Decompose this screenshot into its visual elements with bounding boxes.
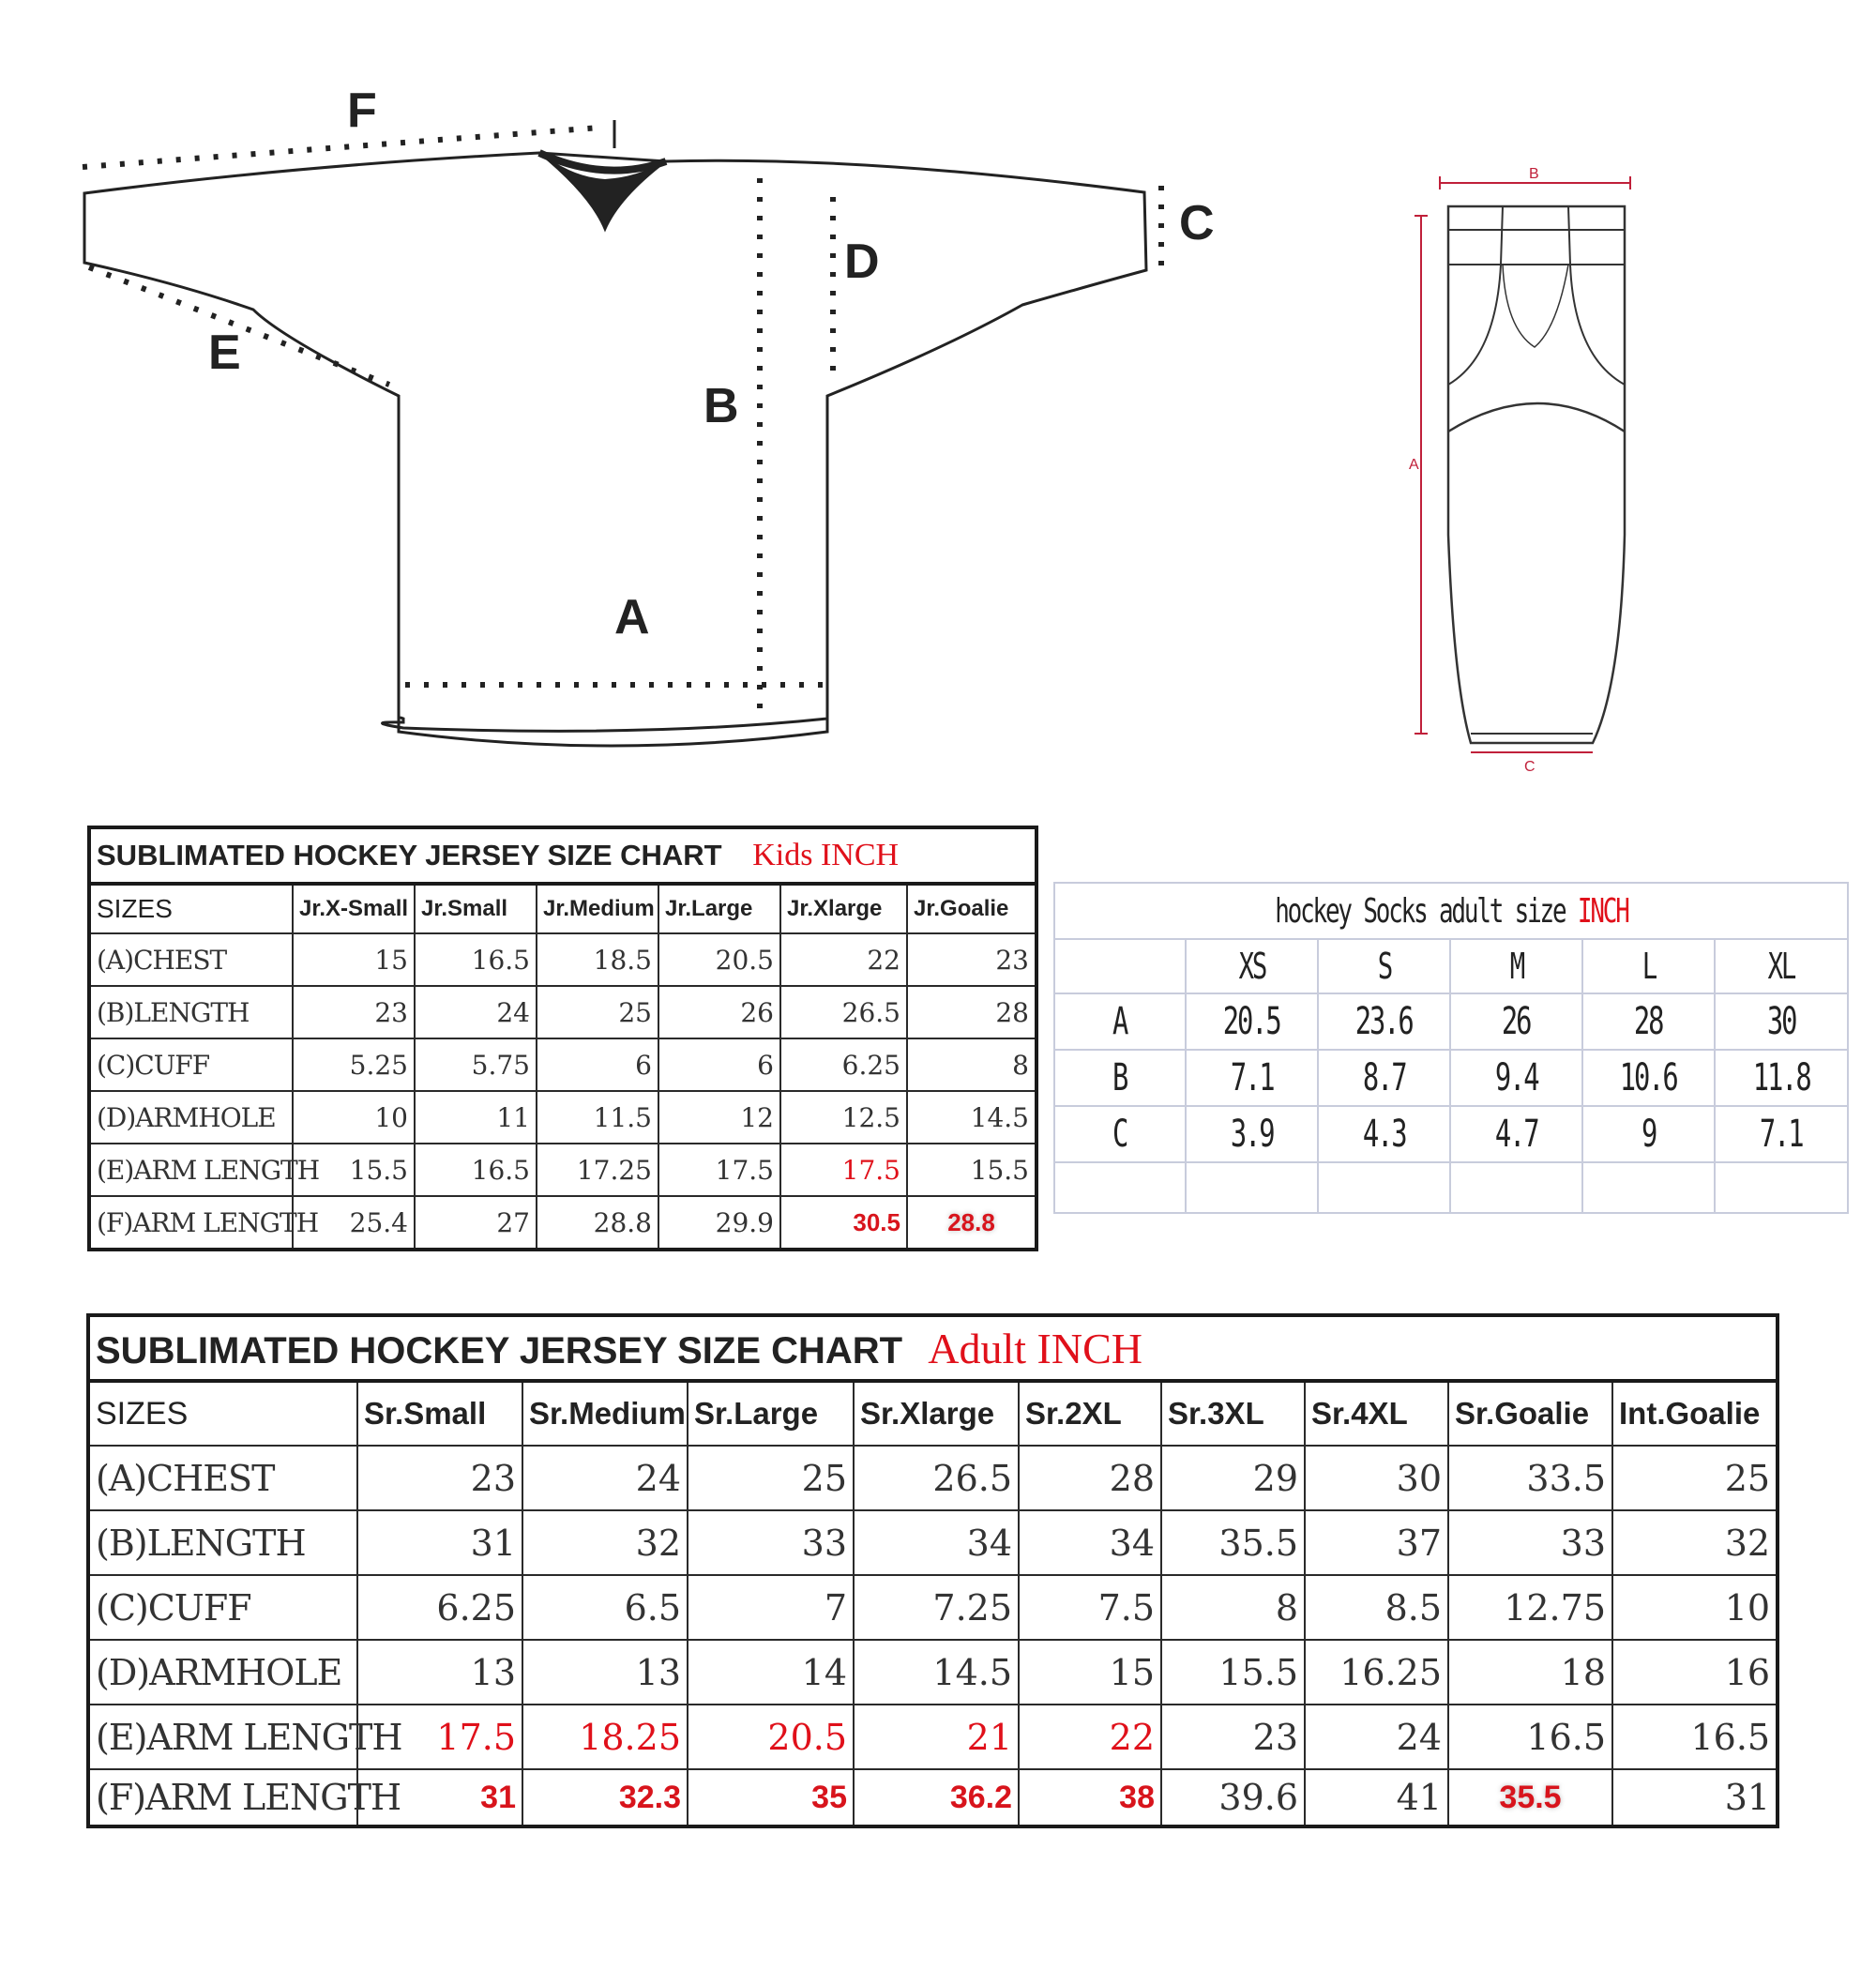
table-row (88, 1769, 1778, 1826)
table-cell: 28 (907, 986, 1036, 1038)
socks-size-chart (1053, 882, 1849, 1214)
table-row (1054, 1106, 1848, 1162)
adult-chart-unit: Adult INCH (928, 1324, 1142, 1372)
table-cell: 8 (907, 1038, 1036, 1091)
kids-sizes-label: SIZES (89, 884, 293, 933)
label-f: F (347, 83, 377, 138)
table-cell-highlight: 21 (854, 1705, 1019, 1769)
table-row (89, 933, 1036, 986)
table-cell: 24 (415, 986, 537, 1038)
table-cell: 7 (688, 1575, 854, 1640)
table-cell: 17.5 (658, 1144, 780, 1196)
kids-chart-title-cell (89, 827, 1036, 884)
row-label: (D)ARMHOLE (88, 1640, 357, 1705)
row-label: (D)ARMHOLE (89, 1091, 293, 1144)
table-cell: 23.6 (1318, 993, 1450, 1050)
table-cell: 13 (522, 1640, 688, 1705)
socks-label-c: C (1524, 759, 1536, 775)
table-cell-highlight: 28.8 (907, 1196, 1036, 1250)
table-row (89, 986, 1036, 1038)
table-cell: 25 (688, 1446, 854, 1510)
adult-size-header: Sr.Medium (522, 1381, 688, 1446)
table-cell-highlight: 32.3 (522, 1769, 688, 1826)
kids-chart-unit: Kids INCH (752, 838, 900, 872)
table-cell: 6 (537, 1038, 658, 1091)
row-label: (B)LENGTH (89, 986, 293, 1038)
table-cell: 7.5 (1019, 1575, 1161, 1640)
table-cell: 7.1 (1715, 1106, 1848, 1162)
socks-corner-cell (1054, 939, 1186, 993)
table-cell: 41 (1305, 1769, 1448, 1826)
table-row (88, 1640, 1778, 1705)
adult-size-header: Sr.Small (357, 1381, 522, 1446)
table-cell: 16.5 (1448, 1705, 1612, 1769)
table-row (89, 1196, 1036, 1250)
table-row (89, 1038, 1036, 1091)
adult-size-header: Sr.Goalie (1448, 1381, 1612, 1446)
row-label: C (1054, 1106, 1186, 1162)
table-cell: 15 (293, 933, 415, 986)
table-cell-highlight: 35.5 (1448, 1769, 1612, 1826)
table-cell-highlight: 20.5 (688, 1705, 854, 1769)
table-cell: 34 (854, 1510, 1019, 1575)
table-cell: 6 (658, 1038, 780, 1091)
table-cell: 24 (522, 1446, 688, 1510)
table-cell: 25 (1612, 1446, 1778, 1510)
table-cell: 26 (1450, 993, 1582, 1050)
row-label: (B)LENGTH (88, 1510, 357, 1575)
row-label: (F)ARM LENGTH (88, 1769, 357, 1826)
table-cell (1450, 1162, 1582, 1213)
table-cell: 37 (1305, 1510, 1448, 1575)
table-cell: 26.5 (854, 1446, 1019, 1510)
table-cell: 16 (1612, 1640, 1778, 1705)
table-cell-highlight: 30.5 (780, 1196, 907, 1250)
table-cell: 15.5 (1161, 1640, 1305, 1705)
socks-size-header: XS (1186, 939, 1318, 993)
table-cell-highlight: 31 (357, 1769, 522, 1826)
table-cell: 13 (357, 1640, 522, 1705)
adult-size-header: Sr.2XL (1019, 1381, 1161, 1446)
socks-title-cell (1054, 883, 1848, 939)
table-row (1054, 1050, 1848, 1106)
table-row (88, 1705, 1778, 1769)
table-cell: 27 (415, 1196, 537, 1250)
table-cell-highlight: 22 (1019, 1705, 1161, 1769)
table-cell: 28 (1019, 1446, 1161, 1510)
kids-size-header: Jr.Small (415, 884, 537, 933)
adult-sizes-label: SIZES (88, 1381, 357, 1446)
adult-chart-title: SUBLIMATED HOCKEY JERSEY SIZE CHART (96, 1329, 903, 1371)
kids-size-header: Jr.Medium (537, 884, 658, 933)
socks-size-header: M (1450, 939, 1582, 993)
kids-chart-title: SUBLIMATED HOCKEY JERSEY SIZE CHART (97, 839, 722, 871)
table-cell: 28.8 (537, 1196, 658, 1250)
socks-size-header: S (1318, 939, 1450, 993)
table-cell: 20.5 (1186, 993, 1318, 1050)
kids-size-chart (87, 826, 1038, 1251)
table-cell: 18.5 (537, 933, 658, 986)
table-cell: 9.4 (1450, 1050, 1582, 1106)
table-row (89, 1144, 1036, 1196)
table-cell: 32 (522, 1510, 688, 1575)
adult-header-row (88, 1381, 1778, 1446)
socks-diagram (1351, 159, 1651, 797)
table-cell: 15.5 (293, 1144, 415, 1196)
table-cell: 35.5 (1161, 1510, 1305, 1575)
label-d: D (844, 235, 880, 289)
label-c: C (1179, 196, 1215, 250)
table-cell: 10 (293, 1091, 415, 1144)
table-cell: 5.25 (293, 1038, 415, 1091)
table-cell: 15.5 (907, 1144, 1036, 1196)
table-cell: 33.5 (1448, 1446, 1612, 1510)
table-cell: 12 (658, 1091, 780, 1144)
table-cell-highlight: 36.2 (854, 1769, 1019, 1826)
table-cell: 22 (780, 933, 907, 986)
row-label: (A)CHEST (89, 933, 293, 986)
table-cell: 29.9 (658, 1196, 780, 1250)
table-cell: 9 (1582, 1106, 1715, 1162)
table-cell-highlight: 17.5 (357, 1705, 522, 1769)
label-e: E (208, 326, 241, 380)
table-cell: 18 (1448, 1640, 1612, 1705)
adult-chart-title-cell (88, 1315, 1778, 1381)
adult-size-header: Sr.3XL (1161, 1381, 1305, 1446)
table-cell: 8 (1161, 1575, 1305, 1640)
table-cell: 30 (1715, 993, 1848, 1050)
table-cell: 8.7 (1318, 1050, 1450, 1106)
table-cell: 6.25 (357, 1575, 522, 1640)
table-row (88, 1575, 1778, 1640)
table-cell: 14.5 (854, 1640, 1019, 1705)
row-label: A (1054, 993, 1186, 1050)
row-label: B (1054, 1050, 1186, 1106)
table-cell: 8.5 (1305, 1575, 1448, 1640)
adult-size-header: Sr.4XL (1305, 1381, 1448, 1446)
table-cell: 11.8 (1715, 1050, 1848, 1106)
table-cell: 25 (537, 986, 658, 1038)
table-cell: 14 (688, 1640, 854, 1705)
table-cell (1582, 1162, 1715, 1213)
row-label: (C)CUFF (88, 1575, 357, 1640)
table-cell: 6.25 (780, 1038, 907, 1091)
table-cell-highlight: 18.25 (522, 1705, 688, 1769)
table-cell: 4.3 (1318, 1106, 1450, 1162)
socks-label-b: B (1529, 166, 1539, 182)
table-cell-highlight: 38 (1019, 1769, 1161, 1826)
socks-chart-unit: INCH (1577, 891, 1628, 931)
table-cell: 11 (415, 1091, 537, 1144)
kids-size-header: Jr.Goalie (907, 884, 1036, 933)
table-cell: 33 (1448, 1510, 1612, 1575)
row-label: (C)CUFF (89, 1038, 293, 1091)
table-cell: 17.25 (537, 1144, 658, 1196)
table-row (88, 1510, 1778, 1575)
socks-chart-title: hockey Socks adult size (1274, 891, 1566, 931)
table-cell: 7.1 (1186, 1050, 1318, 1106)
table-cell: 12.75 (1448, 1575, 1612, 1640)
kids-size-header: Jr.X-Small (293, 884, 415, 933)
table-cell: 31 (1612, 1769, 1778, 1826)
socks-size-header: L (1582, 939, 1715, 993)
sock-outline (1448, 206, 1625, 743)
kids-size-header: Jr.Large (658, 884, 780, 933)
table-cell: 6.5 (522, 1575, 688, 1640)
table-cell (1054, 1162, 1186, 1213)
row-label: (A)CHEST (88, 1446, 357, 1510)
table-cell: 28 (1582, 993, 1715, 1050)
label-a: A (614, 590, 650, 644)
row-label: (F)ARM LENGTH (89, 1196, 293, 1250)
table-row-empty (1054, 1162, 1848, 1213)
table-cell: 7.25 (854, 1575, 1019, 1640)
row-label: (E)ARM LENGTH (89, 1144, 293, 1196)
table-row (1054, 993, 1848, 1050)
adult-size-chart (86, 1313, 1779, 1828)
table-row (89, 1091, 1036, 1144)
adult-size-header: Int.Goalie (1612, 1381, 1778, 1446)
socks-size-header: XL (1715, 939, 1848, 993)
kids-header-row (89, 884, 1036, 933)
table-cell (1715, 1162, 1848, 1213)
jersey-diagram (66, 75, 1219, 750)
adult-size-header: Sr.Large (688, 1381, 854, 1446)
table-cell: 4.7 (1450, 1106, 1582, 1162)
table-cell: 12.5 (780, 1091, 907, 1144)
table-cell: 39.6 (1161, 1769, 1305, 1826)
table-cell: 23 (1161, 1705, 1305, 1769)
table-cell: 16.25 (1305, 1640, 1448, 1705)
table-row (88, 1446, 1778, 1510)
table-cell: 24 (1305, 1705, 1448, 1769)
table-cell: 10 (1612, 1575, 1778, 1640)
socks-header-row (1054, 939, 1848, 993)
label-b: B (704, 379, 739, 433)
table-cell: 23 (907, 933, 1036, 986)
table-cell: 29 (1161, 1446, 1305, 1510)
table-cell: 16.5 (415, 933, 537, 986)
row-label: (E)ARM LENGTH (88, 1705, 357, 1769)
table-cell: 16.5 (415, 1144, 537, 1196)
table-cell: 32 (1612, 1510, 1778, 1575)
table-cell: 5.75 (415, 1038, 537, 1091)
table-cell: 14.5 (907, 1091, 1036, 1144)
table-cell: 20.5 (658, 933, 780, 986)
table-cell: 33 (688, 1510, 854, 1575)
table-cell: 23 (293, 986, 415, 1038)
table-cell: 16.5 (1612, 1705, 1778, 1769)
table-cell: 30 (1305, 1446, 1448, 1510)
table-cell (1318, 1162, 1450, 1213)
table-cell: 26 (658, 986, 780, 1038)
table-cell: 25.4 (293, 1196, 415, 1250)
table-cell: 10.6 (1582, 1050, 1715, 1106)
table-cell (1186, 1162, 1318, 1213)
table-cell: 26.5 (780, 986, 907, 1038)
table-cell: 3.9 (1186, 1106, 1318, 1162)
table-cell: 23 (357, 1446, 522, 1510)
measure-f-line (83, 128, 600, 167)
table-cell: 31 (357, 1510, 522, 1575)
table-cell-highlight: 17.5 (780, 1144, 907, 1196)
table-cell-highlight: 35 (688, 1769, 854, 1826)
socks-label-a: A (1409, 457, 1419, 473)
table-cell: 11.5 (537, 1091, 658, 1144)
table-cell: 34 (1019, 1510, 1161, 1575)
table-cell: 15 (1019, 1640, 1161, 1705)
adult-size-header: Sr.Xlarge (854, 1381, 1019, 1446)
kids-size-header: Jr.Xlarge (780, 884, 907, 933)
